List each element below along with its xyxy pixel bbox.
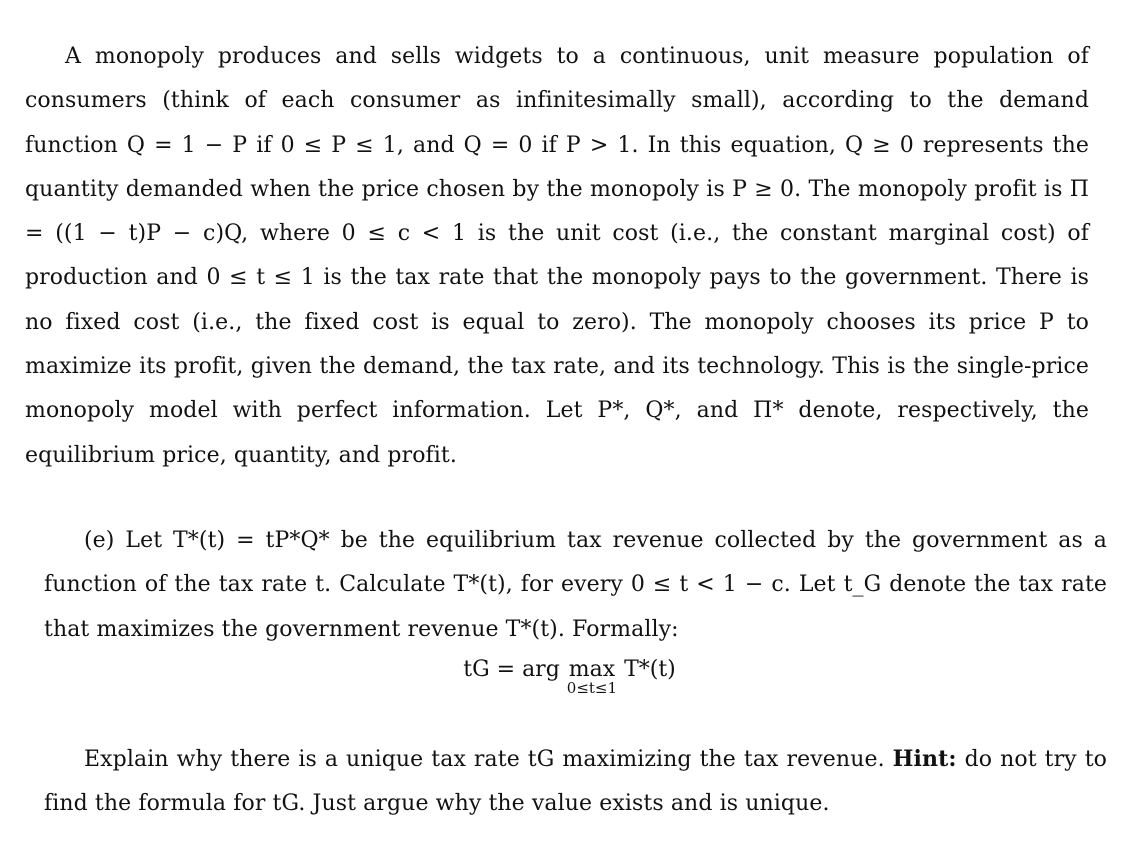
hint-text: do not try to find the formula for tG. Just argue why the value exists and is unique. (44, 747, 1107, 817)
display-equation (0, 655, 1139, 695)
paragraph-part-e: (e) Let T*(t) = tP*Q* be the equilibrium tax revenue collected by the government as a function of the tax rate t. Calculate T*(t), for every 0 ≤ t < 1 − c. Let t_G denote the tax rate that maximizes the government revenue T*(t). Formally: (44, 528, 1107, 642)
explain-text: Explain why there is a unique tax rate tG maximizing the tax revenue. (84, 747, 885, 772)
equation-max: max (568, 657, 616, 682)
equation-lhs: tG = arg (463, 657, 560, 682)
paragraph-explain (44, 737, 1107, 827)
equation-max-subscript: 0≤t≤1 (566, 679, 618, 697)
equation-operator (567, 655, 617, 695)
paragraph-problem-setup: A monopoly produces and sells widgets to a continuous, unit measure population of consumers (think of each consumer as infinitesimally small), according to the demand function Q = 1 − P if 0 ≤ P ≤ 1, and Q = 0 if P > 1. In this equation, Q ≥ 0 represents the quantity demanded when the price chosen by the monopoly is P ≥ 0. The monopoly profit is Π = ((1 − t)P − c)Q, where 0 ≤ c < 1 is the unit cost (i.e., the constant marginal cost) of production and 0 ≤ t ≤ 1 is the tax rate that the monopoly pays to the government. There is no fixed cost (i.e., the fixed cost is equal to zero). The monopoly chooses its price P to maximize its profit, given the demand, the tax rate, and its technology. This is the single-price monopoly model with perfect information. Let P*, Q*, and Π* denote, respectively, the equilibrium price, quantity, and profit. (25, 44, 1089, 468)
equation-rhs: T*(t) (624, 657, 676, 682)
hint-label: Hint: (892, 746, 957, 772)
